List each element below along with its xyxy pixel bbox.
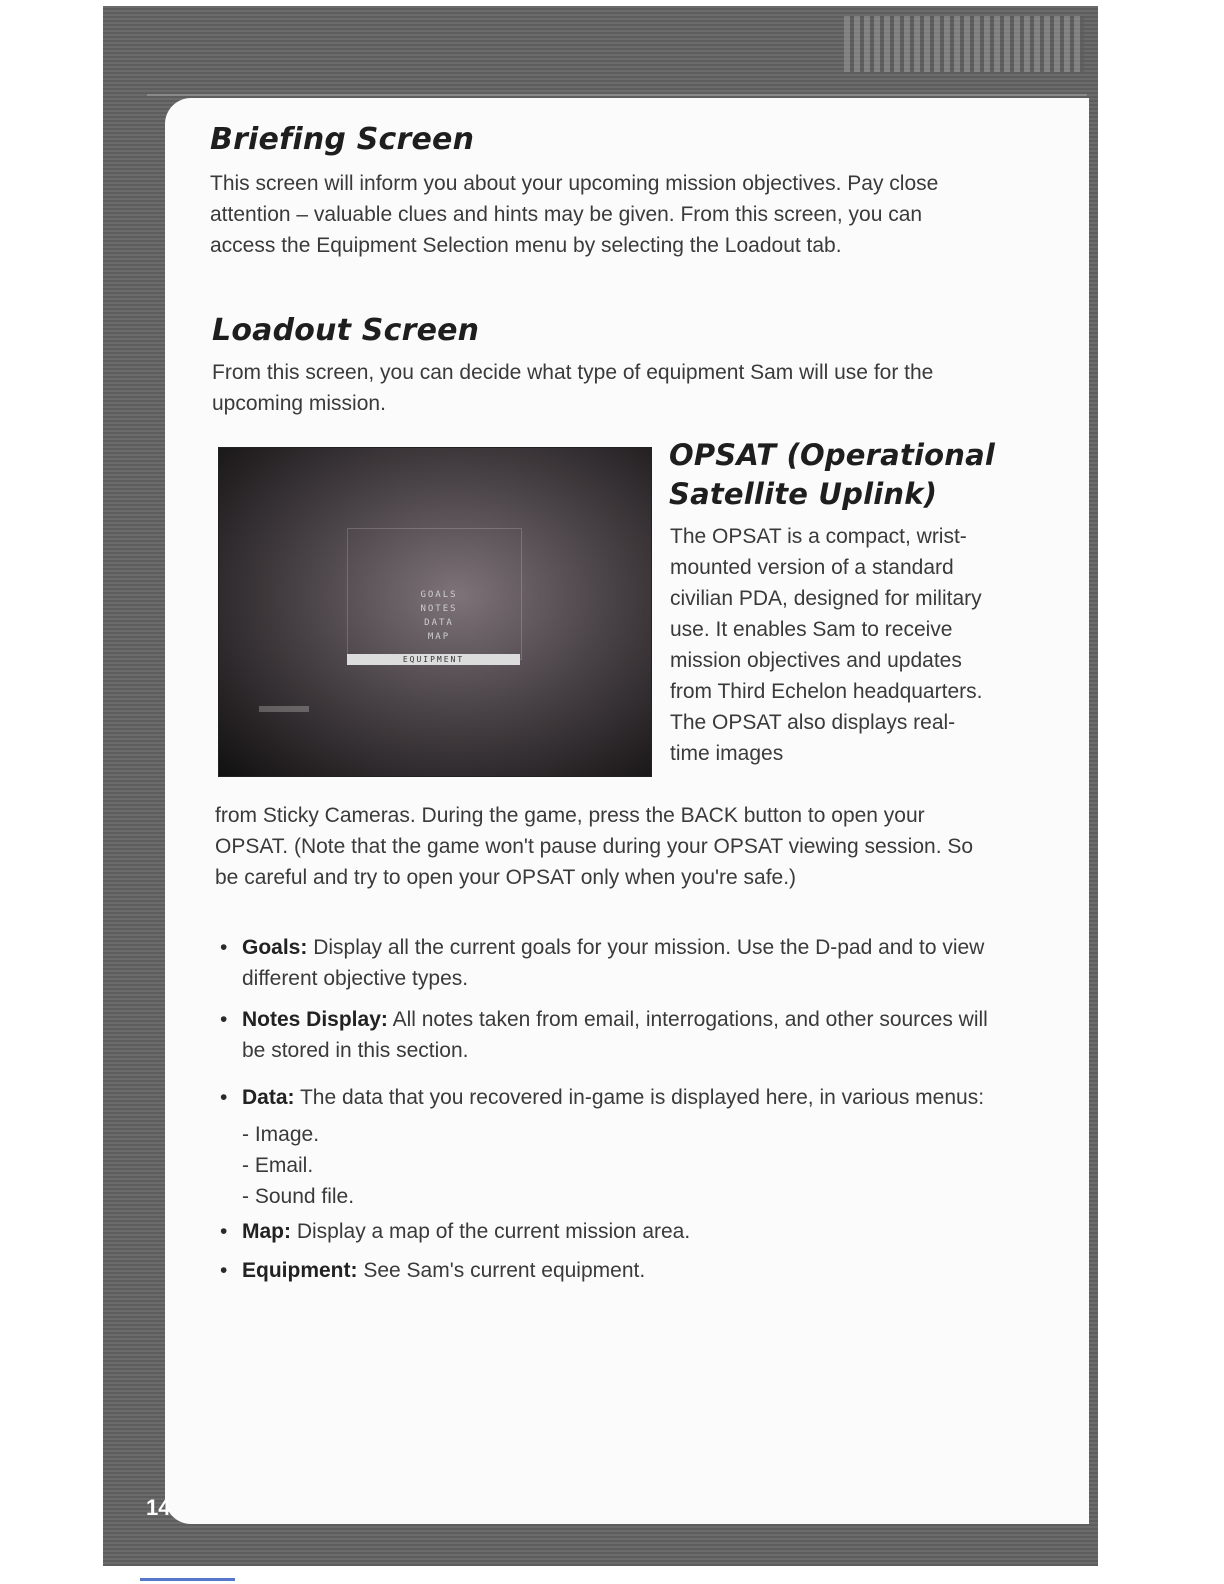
bullet-term: Map:: [242, 1220, 291, 1243]
screenshot-menu-item: DATA: [424, 618, 454, 628]
bullet-term: Data:: [242, 1086, 295, 1109]
sub-list-item: - Image.: [242, 1123, 320, 1146]
sub-list-item: - Sound file.: [242, 1185, 355, 1208]
bullet-term: Equipment:: [242, 1259, 358, 1282]
bullet-text: All notes taken from email, interrogations, and other sources will be stored in this section.: [242, 1008, 988, 1062]
opsat-features-list: [218, 932, 998, 1286]
bottom-strip: [140, 1578, 235, 1581]
bullet-text: The data that you recovered in-game is displayed here, in various menus:: [299, 1086, 985, 1109]
list-item: [218, 1255, 998, 1286]
loadout-heading: Loadout Screen: [212, 313, 480, 348]
briefing-text: This screen will inform you about your upcoming mission objectives. Pay close attention – valuable clues and hints may be given. From this screen, you can access the Equipment Selection menu by selecting the Loadout tab.: [210, 172, 939, 257]
bullet-text: Display a map of the current mission area.: [296, 1220, 691, 1243]
screenshot-menu: [394, 588, 484, 644]
screenshot-menu-item: NOTES: [420, 604, 458, 614]
briefing-heading: Briefing Screen: [210, 122, 475, 157]
bullet-term: Notes Display:: [242, 1008, 388, 1031]
sub-list-item: - Email.: [242, 1154, 314, 1177]
opsat-screenshot: [218, 447, 652, 777]
frame-decoration: [844, 16, 1084, 72]
bullet-text: See Sam's current equipment.: [363, 1259, 646, 1282]
bullet-term: Goals:: [242, 936, 308, 959]
screenshot-menu-item: GOALS: [420, 590, 458, 600]
list-item: [218, 1216, 998, 1247]
page-number: 14: [146, 1495, 171, 1520]
screenshot-hud-mark: [259, 706, 309, 712]
list-item: [218, 932, 998, 994]
list-item: [218, 1082, 998, 1212]
list-item: [218, 1004, 998, 1066]
loadout-text: From this screen, you can decide what type of equipment Sam will use for the upcoming mission.: [212, 361, 934, 415]
opsat-heading: OPSAT (Operational Satellite Uplink): [669, 438, 996, 511]
screenshot-selected-item: EQUIPMENT: [347, 654, 520, 665]
data-sub-list: [242, 1119, 998, 1212]
opsat-text-side: The OPSAT is a compact, wrist-mounted version of a standard civilian PDA, designed for military use. It enables Sam to receive mission objectives and updates from Third Echelon headquarters. The OPSAT also displays real-time images: [670, 525, 983, 765]
bullet-text: Display all the current goals for your mission. Use the D-pad and to view different objective types.: [242, 936, 985, 990]
opsat-text-full: from Sticky Cameras. During the game, press the BACK button to open your OPSAT. (Note that the game won't pause during your OPSAT viewing session. So be careful and try to open your OPSAT only when you're safe.): [215, 804, 974, 889]
screenshot-menu-item: MAP: [427, 632, 451, 642]
frame-divider: [147, 94, 1087, 96]
